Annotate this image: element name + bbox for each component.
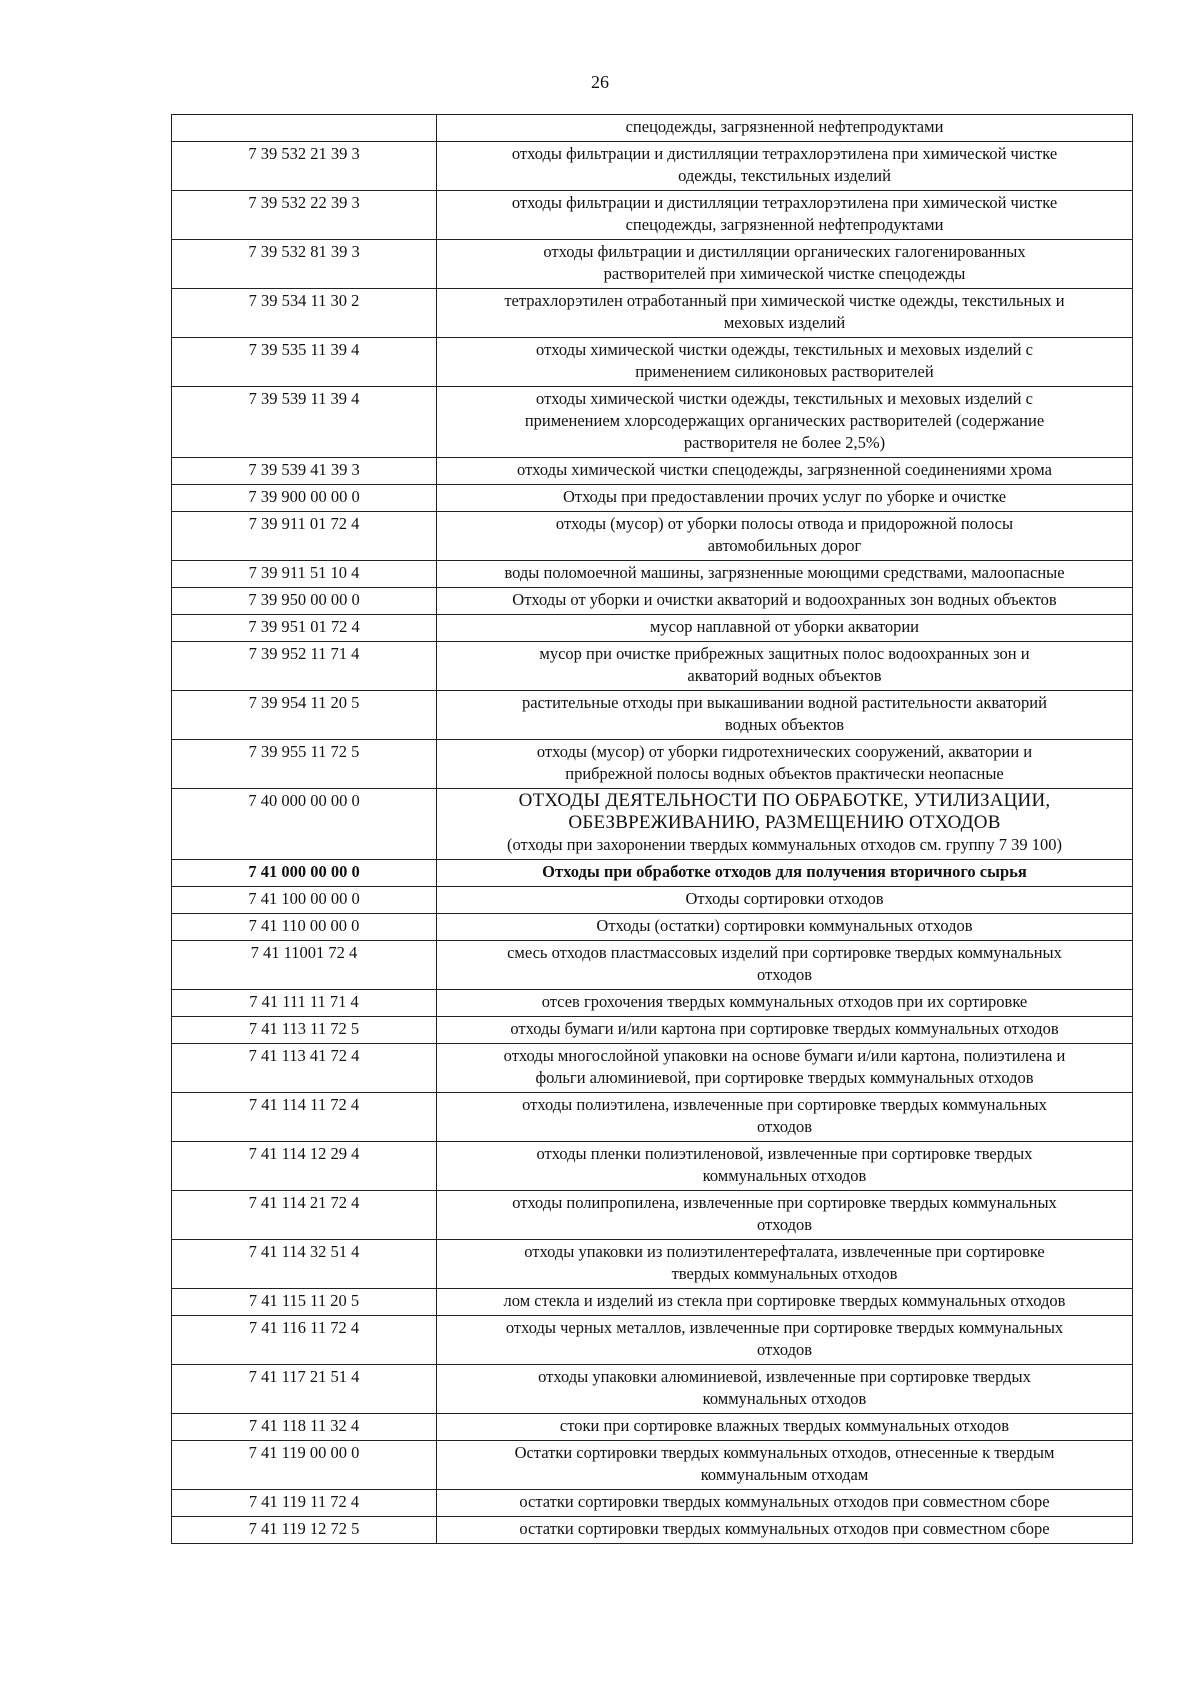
waste-description-cell	[437, 914, 1133, 941]
waste-description-cell	[437, 485, 1133, 512]
waste-description-cell	[437, 1093, 1133, 1142]
waste-description-cell	[437, 1142, 1133, 1191]
waste-description-cell	[437, 387, 1133, 458]
waste-description-cell	[437, 1441, 1133, 1490]
waste-code-cell: 7 41 114 21 72 4	[172, 1191, 437, 1240]
waste-description-cell	[437, 860, 1133, 887]
description-line: отходы пленки полиэтиленовой, извлеченные при сортировке твердых	[536, 1144, 1033, 1163]
waste-description-cell	[437, 1316, 1133, 1365]
description-line: ОБЕЗВРЕЖИВАНИЮ, РАЗМЕЩЕНИЮ ОТХОДОВ	[568, 812, 1001, 833]
waste-code-cell: 7 39 950 00 00 0	[172, 588, 437, 615]
waste-code-cell: 7 41 115 11 20 5	[172, 1289, 437, 1316]
waste-description-cell	[437, 512, 1133, 561]
waste-code-cell: 7 39 535 11 39 4	[172, 338, 437, 387]
waste-classification-table	[171, 114, 1133, 1544]
waste-code-cell	[172, 115, 437, 142]
description-line: остатки сортировки твердых коммунальных отходов при совместном сборе	[519, 1492, 1050, 1511]
waste-code-cell: 7 41 116 11 72 4	[172, 1316, 437, 1365]
table-row	[172, 289, 1133, 338]
description-line: спецодежды, загрязненной нефтепродуктами	[625, 215, 944, 234]
table-row	[172, 1289, 1133, 1316]
description-line: остатки сортировки твердых коммунальных отходов при совместном сборе	[519, 1519, 1050, 1538]
table-row	[172, 561, 1133, 588]
waste-description-cell	[437, 1414, 1133, 1441]
table-row	[172, 860, 1133, 887]
description-line: отходы фильтрации и дистилляции тетрахлорэтилена при химической чистке	[511, 144, 1058, 163]
waste-description-cell	[437, 1517, 1133, 1544]
waste-code-cell: 7 41 11001 72 4	[172, 941, 437, 990]
description-line: Остатки сортировки твердых коммунальных отходов, отнесенные к твердым	[514, 1443, 1055, 1462]
waste-description-cell	[437, 691, 1133, 740]
table-row	[172, 485, 1133, 512]
waste-description-cell	[437, 990, 1133, 1017]
waste-code-cell: 7 41 119 00 00 0	[172, 1441, 437, 1490]
table-row	[172, 1142, 1133, 1191]
table-body	[172, 115, 1133, 1544]
table-row	[172, 990, 1133, 1017]
table-row	[172, 691, 1133, 740]
description-line: спецодежды, загрязненной нефтепродуктами	[625, 117, 944, 136]
waste-code-cell: 7 41 000 00 00 0	[172, 860, 437, 887]
waste-code-cell: 7 41 118 11 32 4	[172, 1414, 437, 1441]
waste-code-cell: 7 39 539 11 39 4	[172, 387, 437, 458]
table-row	[172, 1191, 1133, 1240]
description-line: отходы упаковки алюминиевой, извлеченные при сортировке твердых	[538, 1367, 1031, 1386]
description-line: применением хлорсодержащих органических растворителей (содержание	[524, 411, 1045, 430]
waste-description-cell	[437, 191, 1133, 240]
waste-description-cell	[437, 1044, 1133, 1093]
table-row	[172, 1490, 1133, 1517]
table-row	[172, 1414, 1133, 1441]
table-row	[172, 887, 1133, 914]
waste-code-cell: 7 41 113 11 72 5	[172, 1017, 437, 1044]
page-number: 26	[591, 72, 609, 92]
table-row	[172, 588, 1133, 615]
waste-code-cell: 7 39 532 81 39 3	[172, 240, 437, 289]
description-line: отходы (мусор) от уборки полосы отвода и придорожной полосы	[555, 514, 1014, 533]
table-row	[172, 458, 1133, 485]
table-row	[172, 615, 1133, 642]
description-line: Отходы сортировки отходов	[685, 889, 884, 908]
table-row	[172, 914, 1133, 941]
waste-code-cell: 7 39 911 51 10 4	[172, 561, 437, 588]
waste-description-cell	[437, 615, 1133, 642]
waste-code-cell: 7 39 955 11 72 5	[172, 740, 437, 789]
description-line: коммунальных отходов	[702, 1389, 867, 1408]
table-row	[172, 1441, 1133, 1490]
waste-description-cell	[437, 115, 1133, 142]
description-line: воды поломоечной машины, загрязненные моющими средствами, малоопасные	[504, 563, 1065, 582]
description-line: отходы фильтрации и дистилляции тетрахлорэтилена при химической чистке	[511, 193, 1058, 212]
waste-code-cell: 7 39 951 01 72 4	[172, 615, 437, 642]
waste-description-cell	[437, 240, 1133, 289]
waste-description-cell	[437, 740, 1133, 789]
table-row	[172, 387, 1133, 458]
description-line: отходы бумаги и/или картона при сортировке твердых коммунальных отходов	[510, 1019, 1059, 1038]
description-line: отходы упаковки из полиэтилентерефталата, извлеченные при сортировке	[524, 1242, 1045, 1261]
description-line: растворителя не более 2,5%)	[683, 433, 886, 452]
table-row	[172, 240, 1133, 289]
description-line: стоки при сортировке влажных твердых коммунальных отходов	[559, 1416, 1010, 1435]
description-line: Отходы при обработке отходов для получения вторичного сырья	[542, 862, 1027, 881]
waste-description-cell	[437, 561, 1133, 588]
waste-description-cell	[437, 338, 1133, 387]
description-line: лом стекла и изделий из стекла при сортировке твердых коммунальных отходов	[503, 1291, 1066, 1310]
waste-description-cell	[437, 789, 1133, 860]
description-line: растительные отходы при выкашивании водной растительности акваторий	[522, 693, 1047, 712]
waste-code-cell: 7 41 100 00 00 0	[172, 887, 437, 914]
description-line: меховых изделий	[723, 313, 846, 332]
waste-code-cell: 7 39 952 11 71 4	[172, 642, 437, 691]
description-line: применением силиконовых растворителей	[635, 362, 934, 381]
waste-code-cell: 7 41 114 11 72 4	[172, 1093, 437, 1142]
description-line: отходов	[756, 965, 813, 984]
description-line: отходы фильтрации и дистилляции органических галогенированных	[543, 242, 1026, 261]
waste-code-cell: 7 41 110 00 00 0	[172, 914, 437, 941]
description-line: тетрахлорэтилен отработанный при химической чистке одежды, текстильных и	[504, 291, 1065, 310]
waste-description-cell	[437, 941, 1133, 990]
waste-code-cell: 7 41 119 12 72 5	[172, 1517, 437, 1544]
description-line: отходов	[756, 1340, 813, 1359]
description-line: мусор наплавной от уборки акватории	[649, 617, 920, 636]
description-line: отходы многослойной упаковки на основе бумаги и/или картона, полиэтилена и	[503, 1046, 1066, 1065]
waste-description-cell	[437, 1191, 1133, 1240]
waste-code-cell: 7 40 000 00 00 0	[172, 789, 437, 860]
description-line: коммунальных отходов	[702, 1166, 867, 1185]
waste-description-cell	[437, 887, 1133, 914]
waste-description-cell	[437, 142, 1133, 191]
waste-code-cell: 7 41 117 21 51 4	[172, 1365, 437, 1414]
waste-code-cell: 7 41 114 12 29 4	[172, 1142, 437, 1191]
waste-description-cell	[437, 642, 1133, 691]
waste-code-cell: 7 39 534 11 30 2	[172, 289, 437, 338]
table-row	[172, 642, 1133, 691]
description-line: акваторий водных объектов	[687, 666, 882, 685]
waste-code-cell: 7 41 111 11 71 4	[172, 990, 437, 1017]
table-row	[172, 191, 1133, 240]
description-line: отходов	[756, 1215, 813, 1234]
description-line: автомобильных дорог	[707, 536, 862, 555]
description-line: отходов	[756, 1117, 813, 1136]
table-row	[172, 740, 1133, 789]
waste-code-cell: 7 39 900 00 00 0	[172, 485, 437, 512]
description-line: отходы химической чистки одежды, текстильных и меховых изделий с	[536, 389, 1033, 408]
description-line: отходы химической чистки одежды, текстильных и меховых изделий с	[536, 340, 1033, 359]
waste-description-cell	[437, 1289, 1133, 1316]
waste-code-cell: 7 41 119 11 72 4	[172, 1490, 437, 1517]
waste-description-cell	[437, 1017, 1133, 1044]
description-line: фольги алюминиевой, при сортировке твердых коммунальных отходов	[535, 1068, 1034, 1087]
description-line: растворителей при химической чистке спецодежды	[603, 264, 966, 283]
waste-description-cell	[437, 1490, 1133, 1517]
table-row	[172, 789, 1133, 860]
waste-code-cell: 7 39 539 41 39 3	[172, 458, 437, 485]
waste-code-cell: 7 39 954 11 20 5	[172, 691, 437, 740]
waste-description-cell	[437, 289, 1133, 338]
waste-description-cell	[437, 1365, 1133, 1414]
waste-code-cell: 7 39 532 21 39 3	[172, 142, 437, 191]
description-line: отсев грохочения твердых коммунальных отходов при их сортировке	[541, 992, 1028, 1011]
description-line: Отходы от уборки и очистки акваторий и водоохранных зон водных объектов	[512, 590, 1057, 609]
description-line: (отходы при захоронении твердых коммунальных отходов см. группу 7 39 100)	[506, 835, 1062, 854]
description-line: мусор при очистке прибрежных защитных полос водоохранных зон и	[539, 644, 1030, 663]
description-line: отходы полиэтилена, извлеченные при сортировке твердых коммунальных	[522, 1095, 1047, 1114]
table-row	[172, 512, 1133, 561]
table-row	[172, 1365, 1133, 1414]
waste-code-cell: 7 41 114 32 51 4	[172, 1240, 437, 1289]
table-row	[172, 115, 1133, 142]
table-row	[172, 1316, 1133, 1365]
waste-description-cell	[437, 1240, 1133, 1289]
table-row	[172, 338, 1133, 387]
description-line: прибрежной полосы водных объектов практически неопасные	[565, 764, 1004, 783]
waste-description-cell	[437, 588, 1133, 615]
waste-code-cell: 7 39 911 01 72 4	[172, 512, 437, 561]
description-line: отходы полипропилена, извлеченные при сортировке твердых коммунальных	[512, 1193, 1057, 1212]
description-line: коммунальным отходам	[700, 1465, 869, 1484]
table-row	[172, 941, 1133, 990]
table-row	[172, 142, 1133, 191]
description-line: водных объектов	[724, 715, 845, 734]
description-line: твердых коммунальных отходов	[671, 1264, 898, 1283]
waste-description-cell	[437, 458, 1133, 485]
table-row	[172, 1044, 1133, 1093]
description-line: одежды, текстильных изделий	[678, 166, 891, 185]
waste-code-cell: 7 39 532 22 39 3	[172, 191, 437, 240]
description-line: Отходы (остатки) сортировки коммунальных отходов	[596, 916, 973, 935]
table-row	[172, 1517, 1133, 1544]
description-line: отходы черных металлов, извлеченные при сортировке твердых коммунальных	[505, 1318, 1064, 1337]
description-line: Отходы при предоставлении прочих услуг по уборке и очистке	[562, 487, 1007, 506]
table-row	[172, 1017, 1133, 1044]
table-row	[172, 1240, 1133, 1289]
description-line: смесь отходов пластмассовых изделий при сортировке твердых коммунальных	[507, 943, 1062, 962]
description-line: отходы химической чистки спецодежды, загрязненной соединениями хрома	[517, 460, 1052, 479]
waste-code-cell: 7 41 113 41 72 4	[172, 1044, 437, 1093]
description-line: ОТХОДЫ ДЕЯТЕЛЬНОСТИ ПО ОБРАБОТКЕ, УТИЛИЗАЦИИ,	[518, 790, 1051, 811]
table-row	[172, 1093, 1133, 1142]
description-line: отходы (мусор) от уборки гидротехнических сооружений, акватории и	[536, 742, 1033, 761]
